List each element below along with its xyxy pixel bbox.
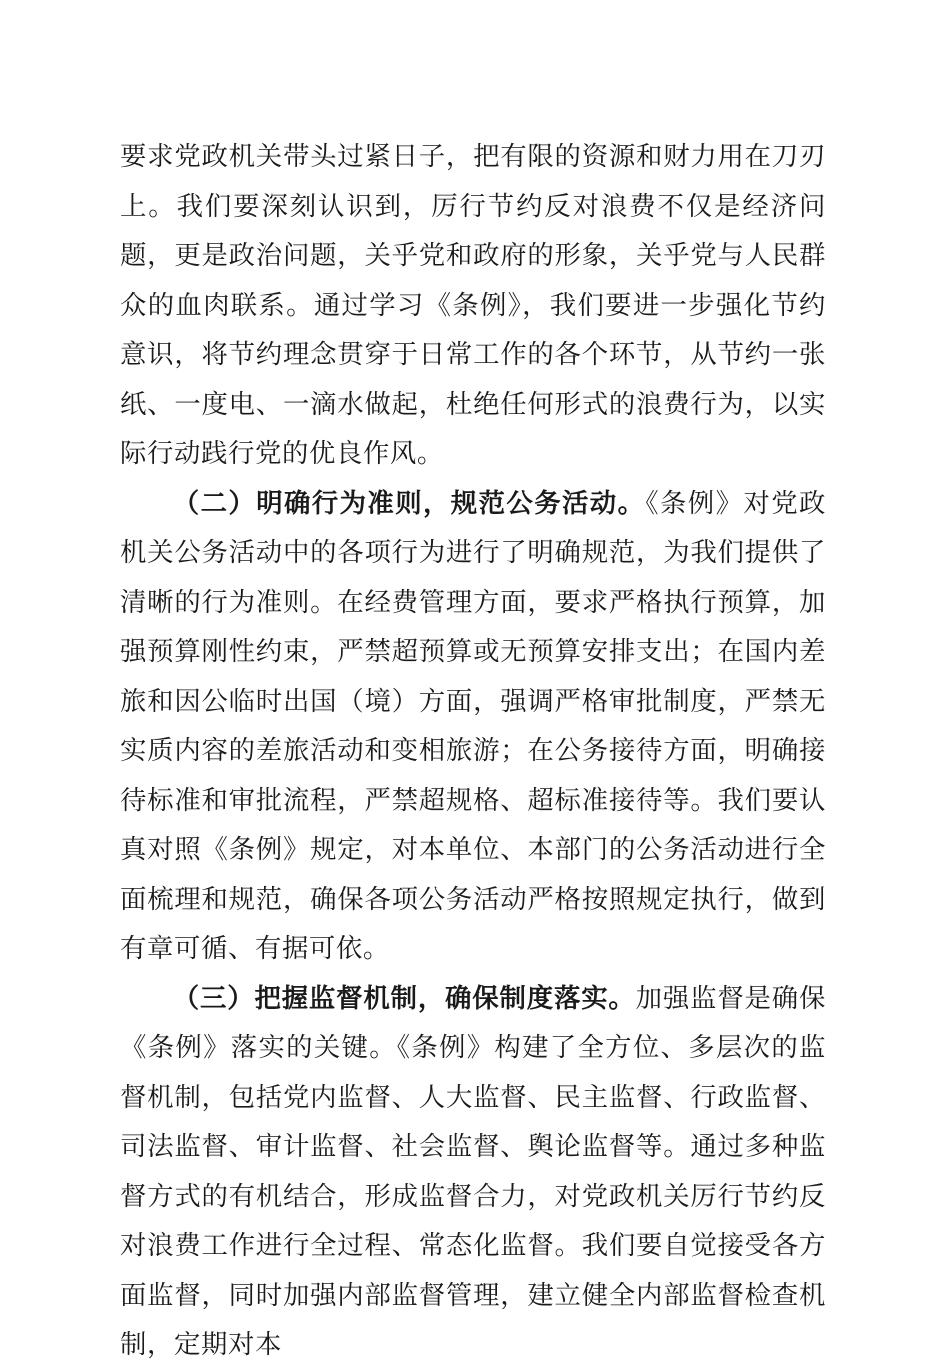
paragraph-continuation: [120, 132, 826, 479]
paragraph-text: 《条例》对党政机关公务活动中的各项行为进行了明确规范，为我们提供了清晰的行为准则。在经费管理方面，要求严格执行预算，加强预算刚性约束，严禁超预算或无预算安排支出；在国内差旅和因公临时出国（境）方面，强调严格审批制度，严禁无实质内容的差旅活动和变相旅游；在公务接待方面，明确接待标准和审批流程，严禁超规格、超标准接待等。我们要认真对照《条例》规定，对本单位、本部门的公务活动进行全面梳理和规范，确保各项公务活动严格按照规定执行，做到有章可循、有据可依。: [120, 487, 826, 964]
section-heading: （二）明确行为准则，规范公务活动。: [172, 487, 646, 519]
paragraph-text: 要求党政机关带头过紧日子，把有限的资源和财力用在刀刃上。我们要深刻认识到，厉行节约反对浪费不仅是经济问题，更是政治问题，关乎党和政府的形象，关乎党与人民群众的血肉联系。通过学习《条例》，我们要进一步强化节约意识，将节约理念贯穿于日常工作的各个环节，从节约一张纸、一度电、一滴水做起，杜绝任何形式的浪费行为，以实际行动践行党的优良作风。: [120, 141, 826, 469]
paragraph-section-3: [120, 974, 826, 1370]
paragraph-text: 加强监督是确保《条例》落实的关键。《条例》构建了全方位、多层次的监督机制，包括党内监督、人大监督、民主监督、行政监督、司法监督、审计监督、社会监督、舆论监督等。通过多种监督方式的有机结合，形成监督合力，对党政机关厉行节约反对浪费工作进行全过程、常态化监督。我们要自觉接受各方面监督，同时加强内部监督管理，建立健全内部监督检查机制，定期对本: [120, 982, 827, 1360]
section-heading: （三）把握监督机制，确保制度落实。: [172, 982, 636, 1014]
document-page: [120, 132, 826, 1370]
paragraph-section-2: [120, 479, 826, 974]
